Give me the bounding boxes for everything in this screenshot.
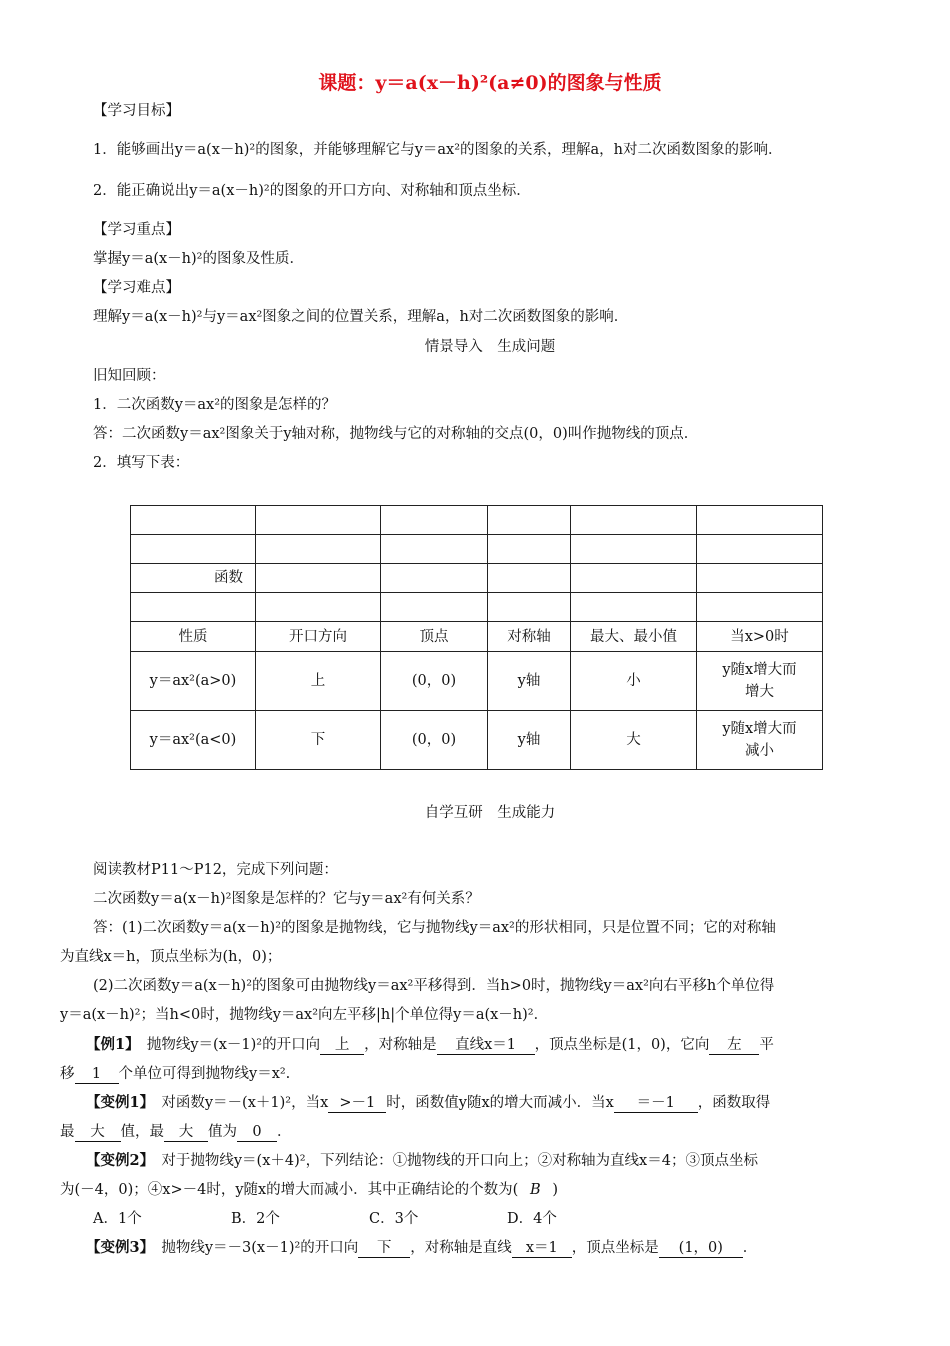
page-title: 课题：y＝a(x－h)²(a≠0)的图象与性质	[318, 72, 662, 94]
table-cell	[697, 564, 823, 593]
table-cell	[488, 564, 571, 593]
variant-1-line-2	[60, 1122, 292, 1142]
table-cell-function: y＝ax²(a>0)	[131, 652, 256, 711]
answer-blank: x＝1	[512, 1240, 572, 1258]
objectives-heading: 【学习目标】	[93, 103, 180, 119]
text: 对函数y＝－(x＋1)²，当x	[146, 1095, 329, 1111]
review-label: 旧知回顾：	[93, 368, 166, 384]
table-cell	[571, 535, 697, 564]
table-header: 顶点	[381, 622, 488, 652]
text: ，对称轴是直线	[410, 1240, 512, 1256]
table-cell	[571, 593, 697, 622]
table-cell-extreme: 大	[571, 711, 697, 770]
option-a: A．1个	[93, 1211, 142, 1227]
table-cell	[256, 564, 381, 593]
text: )	[552, 1182, 559, 1198]
answer-blank: ＝－1	[614, 1095, 698, 1113]
difficulties-heading: 【学习难点】	[93, 280, 180, 296]
answer-blank: 大	[164, 1124, 208, 1142]
answer-blank: (1，0)	[659, 1240, 743, 1258]
variant-2-line-2	[60, 1180, 558, 1200]
answer-part-2a: (2)二次函数y＝a(x－h)²的图象可由抛物线y＝ax²平移得到．当h>0时，抛物线y＝ax²向右平移h个单位得	[93, 978, 775, 994]
table-cell-open: 下	[256, 711, 381, 770]
question-2: 2．填写下表：	[93, 455, 190, 471]
answer-blank: 下	[358, 1240, 410, 1258]
table-cell	[256, 535, 381, 564]
section2-title: 自学互研 生成能力	[424, 805, 556, 821]
answer-blank: 大	[75, 1124, 121, 1142]
table-cell	[488, 593, 571, 622]
table-header: 对称轴	[488, 622, 571, 652]
objective-item: 1．能够画出y＝a(x－h)²的图象，并能够理解它与y＝ax²的图象的关系，理解a，h对二次函数图象的影响．	[93, 142, 783, 158]
trend-line-1: y随x增大而	[722, 662, 797, 678]
answer-blank: 1	[75, 1066, 119, 1084]
example-1-label: 【例1】	[86, 1036, 133, 1053]
table-row	[131, 652, 823, 711]
table-cell	[381, 564, 488, 593]
table-cell	[488, 535, 571, 564]
variant-1-label: 【变例1】	[86, 1094, 147, 1111]
key-points-text: 掌握y＝a(x－h)²的图象及性质．	[93, 251, 304, 267]
example-1-line-2	[60, 1064, 290, 1084]
table-cell	[381, 506, 488, 535]
properties-table	[130, 505, 823, 770]
variant-2-label: 【变例2】	[86, 1152, 147, 1169]
text: 平	[759, 1037, 774, 1053]
trend-line-2: 减小	[745, 743, 774, 759]
table-cell-open: 上	[256, 652, 381, 711]
table-cell-trend	[697, 711, 823, 770]
answer-1: 答：二次函数y＝ax²图象关于y轴对称，抛物线与它的对称轴的交点(0，0)叫作抛物线的顶点．	[93, 426, 699, 442]
text: 时，函数值y随x的增大而减小．当x	[386, 1095, 614, 1111]
option-c: C．3个	[369, 1211, 419, 1227]
answer-blank: 左	[709, 1037, 759, 1055]
table-corner-function	[131, 564, 256, 593]
table-cell-function: y＝ax²(a<0)	[131, 711, 256, 770]
table-cell-vertex: (0，0)	[381, 652, 488, 711]
variant-1-line	[86, 1093, 770, 1113]
text: ，对称轴是	[364, 1037, 437, 1053]
table-cell	[697, 593, 823, 622]
table-cell-extreme: 小	[571, 652, 697, 711]
text: ．	[277, 1124, 292, 1140]
variant-2-line	[86, 1151, 758, 1171]
table-cell-vertex: (0，0)	[381, 711, 488, 770]
variant-3-line	[86, 1238, 757, 1258]
text: ，顶点坐标是(1，0)，它向	[534, 1037, 710, 1053]
table-header: 开口方向	[256, 622, 381, 652]
table-cell	[381, 535, 488, 564]
table-cell	[571, 564, 697, 593]
trend-line-1: y随x增大而	[722, 721, 797, 737]
answer-blank: >－1	[328, 1095, 386, 1113]
table-cell	[381, 593, 488, 622]
answer-part-1a: 答：(1)二次函数y＝a(x－h)²的图象是抛物线，它与抛物线y＝ax²的形状相同，只是位置不同；它的对称轴	[93, 920, 776, 936]
table-cell	[697, 506, 823, 535]
text: ．	[742, 1240, 758, 1256]
answer-blank: 0	[237, 1124, 277, 1142]
table-cell	[697, 535, 823, 564]
objective-item: 2．能正确说出y＝a(x－h)²的图象的开口方向、对称轴和顶点坐标．	[93, 183, 531, 199]
table-cell-trend	[697, 652, 823, 711]
table-cell	[131, 535, 256, 564]
table-cell	[571, 506, 697, 535]
table-cell	[131, 506, 256, 535]
section2-question: 二次函数y＝a(x－h)²图象是怎样的？它与y＝ax²有何关系？	[93, 891, 480, 907]
table-corner-function-label: 函数	[214, 570, 243, 586]
table-header: 当x>0时	[697, 622, 823, 652]
table-header: 最大、最小值	[571, 622, 697, 652]
question-1: 1．二次函数y＝ax²的图象是怎样的？	[93, 397, 337, 413]
text: 个单位可得到抛物线y＝x².	[118, 1066, 291, 1082]
text: 抛物线y＝(x－1)²的开口向	[132, 1037, 321, 1053]
text: 值，最	[120, 1124, 164, 1140]
key-points-heading: 【学习重点】	[93, 222, 180, 238]
answer-part-1b: 为直线x＝h，顶点坐标为(h，0)；	[60, 949, 282, 965]
variant-2-options	[93, 1209, 645, 1229]
text: 抛物线y＝－3(x－1)²的开口向	[146, 1240, 359, 1256]
difficulties-text: 理解y＝a(x－h)²与y＝ax²图象之间的位置关系，理解a，h对二次函数图象的影响．	[93, 309, 629, 325]
answer-blank: 直线x＝1	[437, 1037, 535, 1055]
option-d: D．4个	[507, 1211, 557, 1227]
text: ，顶点坐标是	[571, 1240, 659, 1256]
text: 为(－4，0)；④x>－4时，y随x的增大而减小．其中正确结论的个数为(	[60, 1182, 519, 1198]
answer-part-2b: y＝a(x－h)²；当h<0时，抛物线y＝ax²向左平移|h|个单位得y＝a(x－h)²．	[60, 1007, 549, 1023]
trend-line-2: 增大	[745, 684, 774, 700]
table-cell-axis: y轴	[488, 711, 571, 770]
answer-choice: B	[530, 1182, 541, 1198]
text: 对于抛物线y＝(x＋4)²，下列结论：①抛物线的开口向上；②对称轴为直线x＝4；③顶点坐标	[146, 1153, 758, 1169]
section1-title: 情景导入 生成问题	[424, 339, 556, 355]
table-header: 性质	[131, 622, 256, 652]
table-cell	[256, 593, 381, 622]
text: 值为	[208, 1124, 237, 1140]
text: 最	[60, 1124, 75, 1140]
table-cell-axis: y轴	[488, 652, 571, 711]
variant-3-label: 【变例3】	[86, 1239, 147, 1256]
reading-intro: 阅读教材P11～P12，完成下列问题：	[93, 862, 338, 878]
answer-blank: 上	[320, 1037, 364, 1055]
table-cell	[131, 593, 256, 622]
table-row	[131, 711, 823, 770]
text: 移	[60, 1066, 75, 1082]
example-1-line	[86, 1035, 774, 1055]
table-cell	[488, 506, 571, 535]
table-cell	[256, 506, 381, 535]
option-b: B．2个	[231, 1211, 280, 1227]
text: ，函数取得	[697, 1095, 771, 1111]
